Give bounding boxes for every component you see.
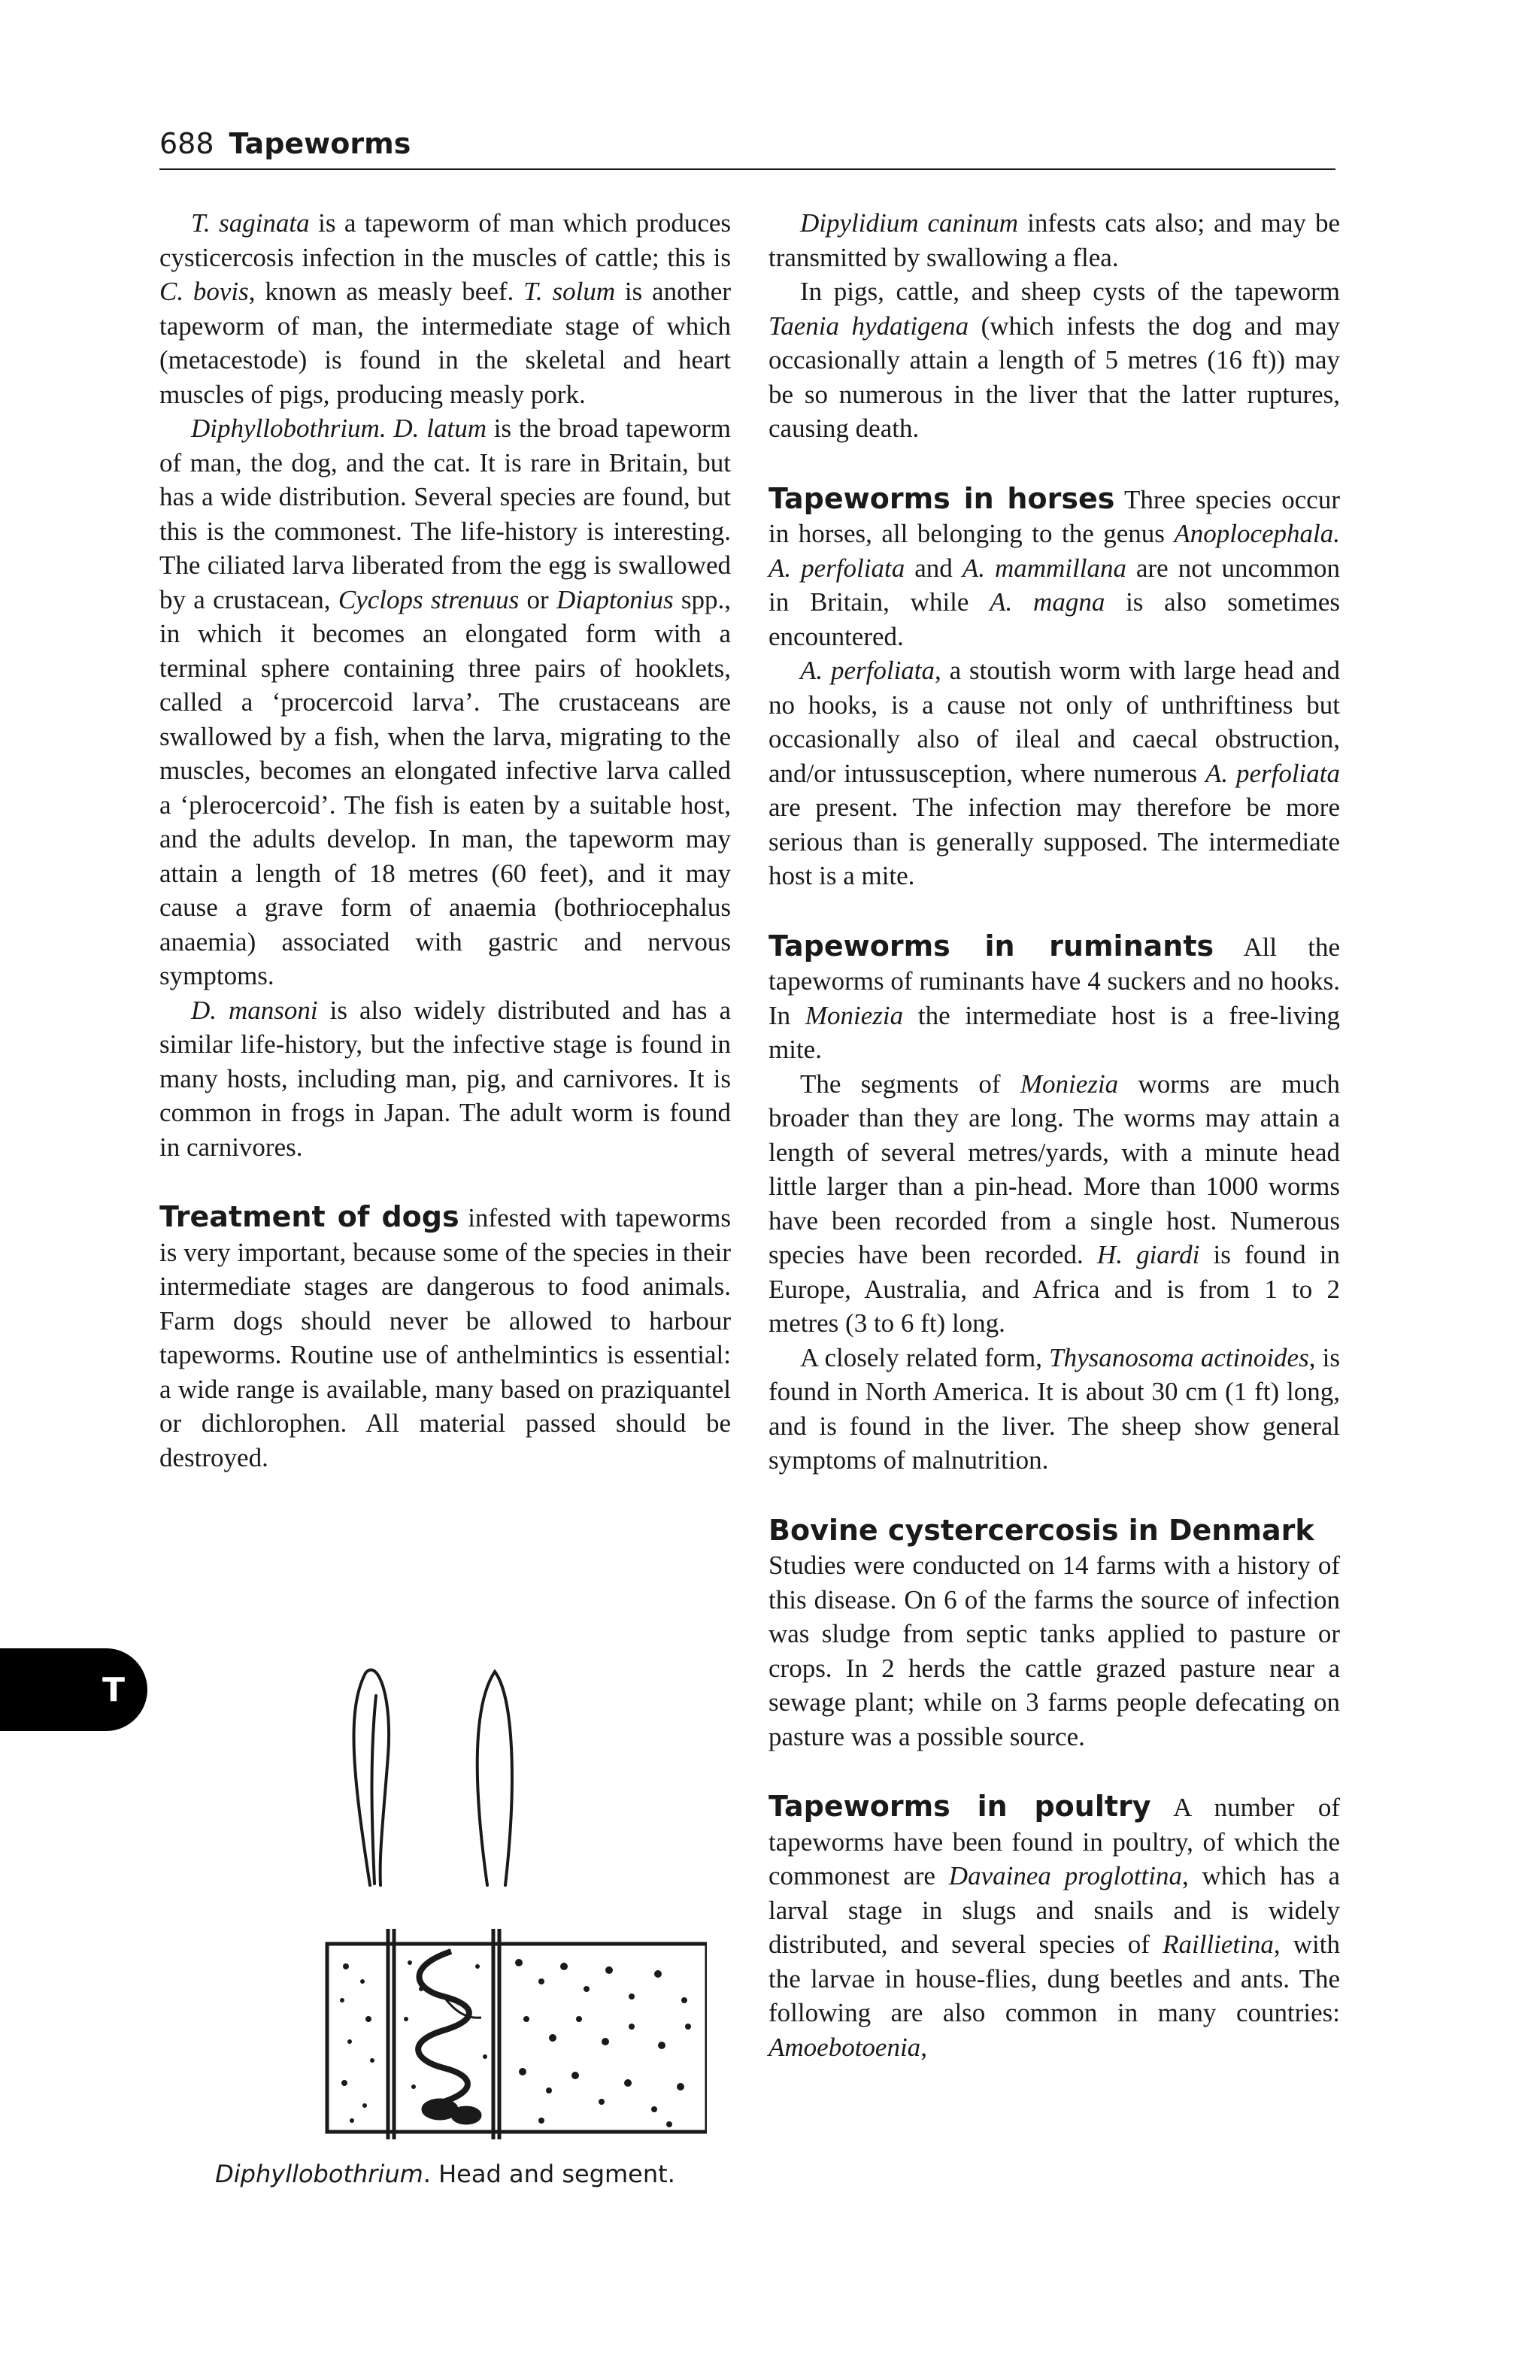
left-column	[159, 206, 731, 1475]
figure-caption: Diphyllobothrium. Head and segment.	[215, 2160, 675, 2188]
running-title: Tapeworms	[229, 127, 411, 160]
diphyllobothrium-illustration	[316, 1666, 707, 2162]
paragraph-diphyllobothrium: Diphyllobothrium. D. latum is the broad tapeworm of man, the dog, and the cat. It is rare in Britain, but has a wide distribution. Several species are found, but this is the commonest. The life-history is interesting. The ciliated larva liberated from the egg is swallowed by a crustacean, Cyclops strenuus or Diaptonius spp., in which it becomes an elongated form with a terminal sphere containing three pairs of hooklets, called a ‘procercoid larva’. The crustaceans are swallowed by a fish, when the larva, migrating to the muscles, becomes an elongated infective larva called a ‘plerocercoid’. The fish is eaten by a suitable host, and the adults develop. In man, the tapeworm may attain a length of 18 metres (60 feet), and it may cause a grave form of anaemia (bothriocephalus anaemia) associated with gastric and nervous symptoms.	[159, 414, 731, 990]
running-header	[159, 126, 1335, 170]
paragraph-moniezia: The segments of Moniezia worms are much broader than they are long. The worms may attain a length of several metres/yards, with a minute head little larger than a pin-head. More than 1000 worms have been recorded from a single host. Numerous species have been recorded. H. giardi is found in Europe, Australia, and Africa and is from 1 to 2 metres (3 to 6 ft) long.	[768, 1069, 1341, 1338]
page-number: 688	[159, 127, 214, 160]
paragraph-a-perfoliata: A. perfoliata, a stoutish worm with large head and no hooks, is a cause not only of unthriftiness but occasionally also of ileal and caecal obstruction, and/or intussusception, where numerous A. perfoliata are present. The infection may therefore be more serious than is generally supposed. The intermediate host is a mite.	[768, 656, 1341, 890]
head-drawing	[354, 1670, 512, 1885]
right-column	[768, 206, 1340, 2064]
section-heading-ruminants: Tapeworms in ruminants	[768, 929, 1214, 963]
paragraph-tapeworms-in-poultry: Tapeworms in poultry A number of tapeworms have been found in poultry, of which the commonest are Davainea proglottina, which has a larval stage in slugs and snails and is widely distributed, and several species of Raillietina, with the larvae in house-flies, dung beetles and ants. The following are also common in many countries: Amoebotoenia,	[768, 1790, 1341, 2062]
paragraph-taenia: T. saginata is a tapeworm of man which produces cysticercosis infection in the muscles of cattle; this is C. bovis, known as measly beef. T. solum is another tapeworm of man, the intermediate stage of which (metacestode) is found in the skeletal and heart muscles of pigs, producing measly pork.	[159, 208, 732, 409]
paragraph-dipylidium: Dipylidium caninum infests cats also; and may be transmitted by swallowing a flea.	[768, 208, 1340, 272]
paragraph-treatment-of-dogs: Treatment of dogs infested with tapeworms is very important, because some of the species in their intermediate stages are dangerous to food animals. Farm dogs should never be allowed to harbour tapeworms. Routine use of anthelmintics is essential: a wide range is available, many based on praziquantel or dichlorophen. All material passed should be destroyed.	[159, 1200, 731, 1472]
paragraph-taenia-hydatigena: In pigs, cattle, and sheep cysts of the tapeworm Taenia hydatigena (which infests the dog and may occasionally attain a length of 5 metres (16 ft)) may be so numerous in the liver that the latter ruptures, causing death.	[768, 277, 1340, 443]
section-heading-horses: Tapeworms in horses	[768, 481, 1115, 515]
paragraph-tapeworms-in-horses: Tapeworms in horses Three species occur in horses, all belonging to the genus Anoplocephala. A. perfoliata and A. mammillana are not uncommon in Britain, while A. magna is also sometimes encountered.	[768, 481, 1340, 651]
paragraph-bovine-cystercercosis: Bovine cystercercosis in Denmark Studies were conducted on 14 farms with a history of this disease. On 6 of the farms the source of infection was sludge from septic tanks applied to pasture or crops. In 2 herds the cattle grazed pasture near a sewage plant; while on 3 farms people defecating on pasture was a possible source.	[768, 1513, 1340, 1751]
section-heading-poultry: Tapeworms in poultry	[768, 1790, 1151, 1823]
paragraph-d-mansoni: D. mansoni is also widely distributed and has a similar life-history, but the infective stage is found in many hosts, including man, pig, and carnivores. It is common in frogs in Japan. The adult worm is found in carnivores.	[159, 995, 731, 1162]
section-heading-bovine: Bovine cystercercosis in Denmark	[768, 1513, 1314, 1547]
thumb-index-tab: T	[0, 1648, 147, 1731]
paragraph-thysanosoma: A closely related form, Thysanosoma actinoides, is found in North America. It is about 30 cm (1 ft) long, and is found in the liver. The sheep show general symptoms of malnutrition.	[768, 1342, 1340, 1475]
section-heading-treatment: Treatment of dogs	[159, 1200, 459, 1233]
paragraph-tapeworms-in-ruminants: Tapeworms in ruminants All the tapeworms of ruminants have 4 suckers and no hooks. In Moniezia the intermediate host is a free-living mite.	[768, 929, 1341, 1064]
